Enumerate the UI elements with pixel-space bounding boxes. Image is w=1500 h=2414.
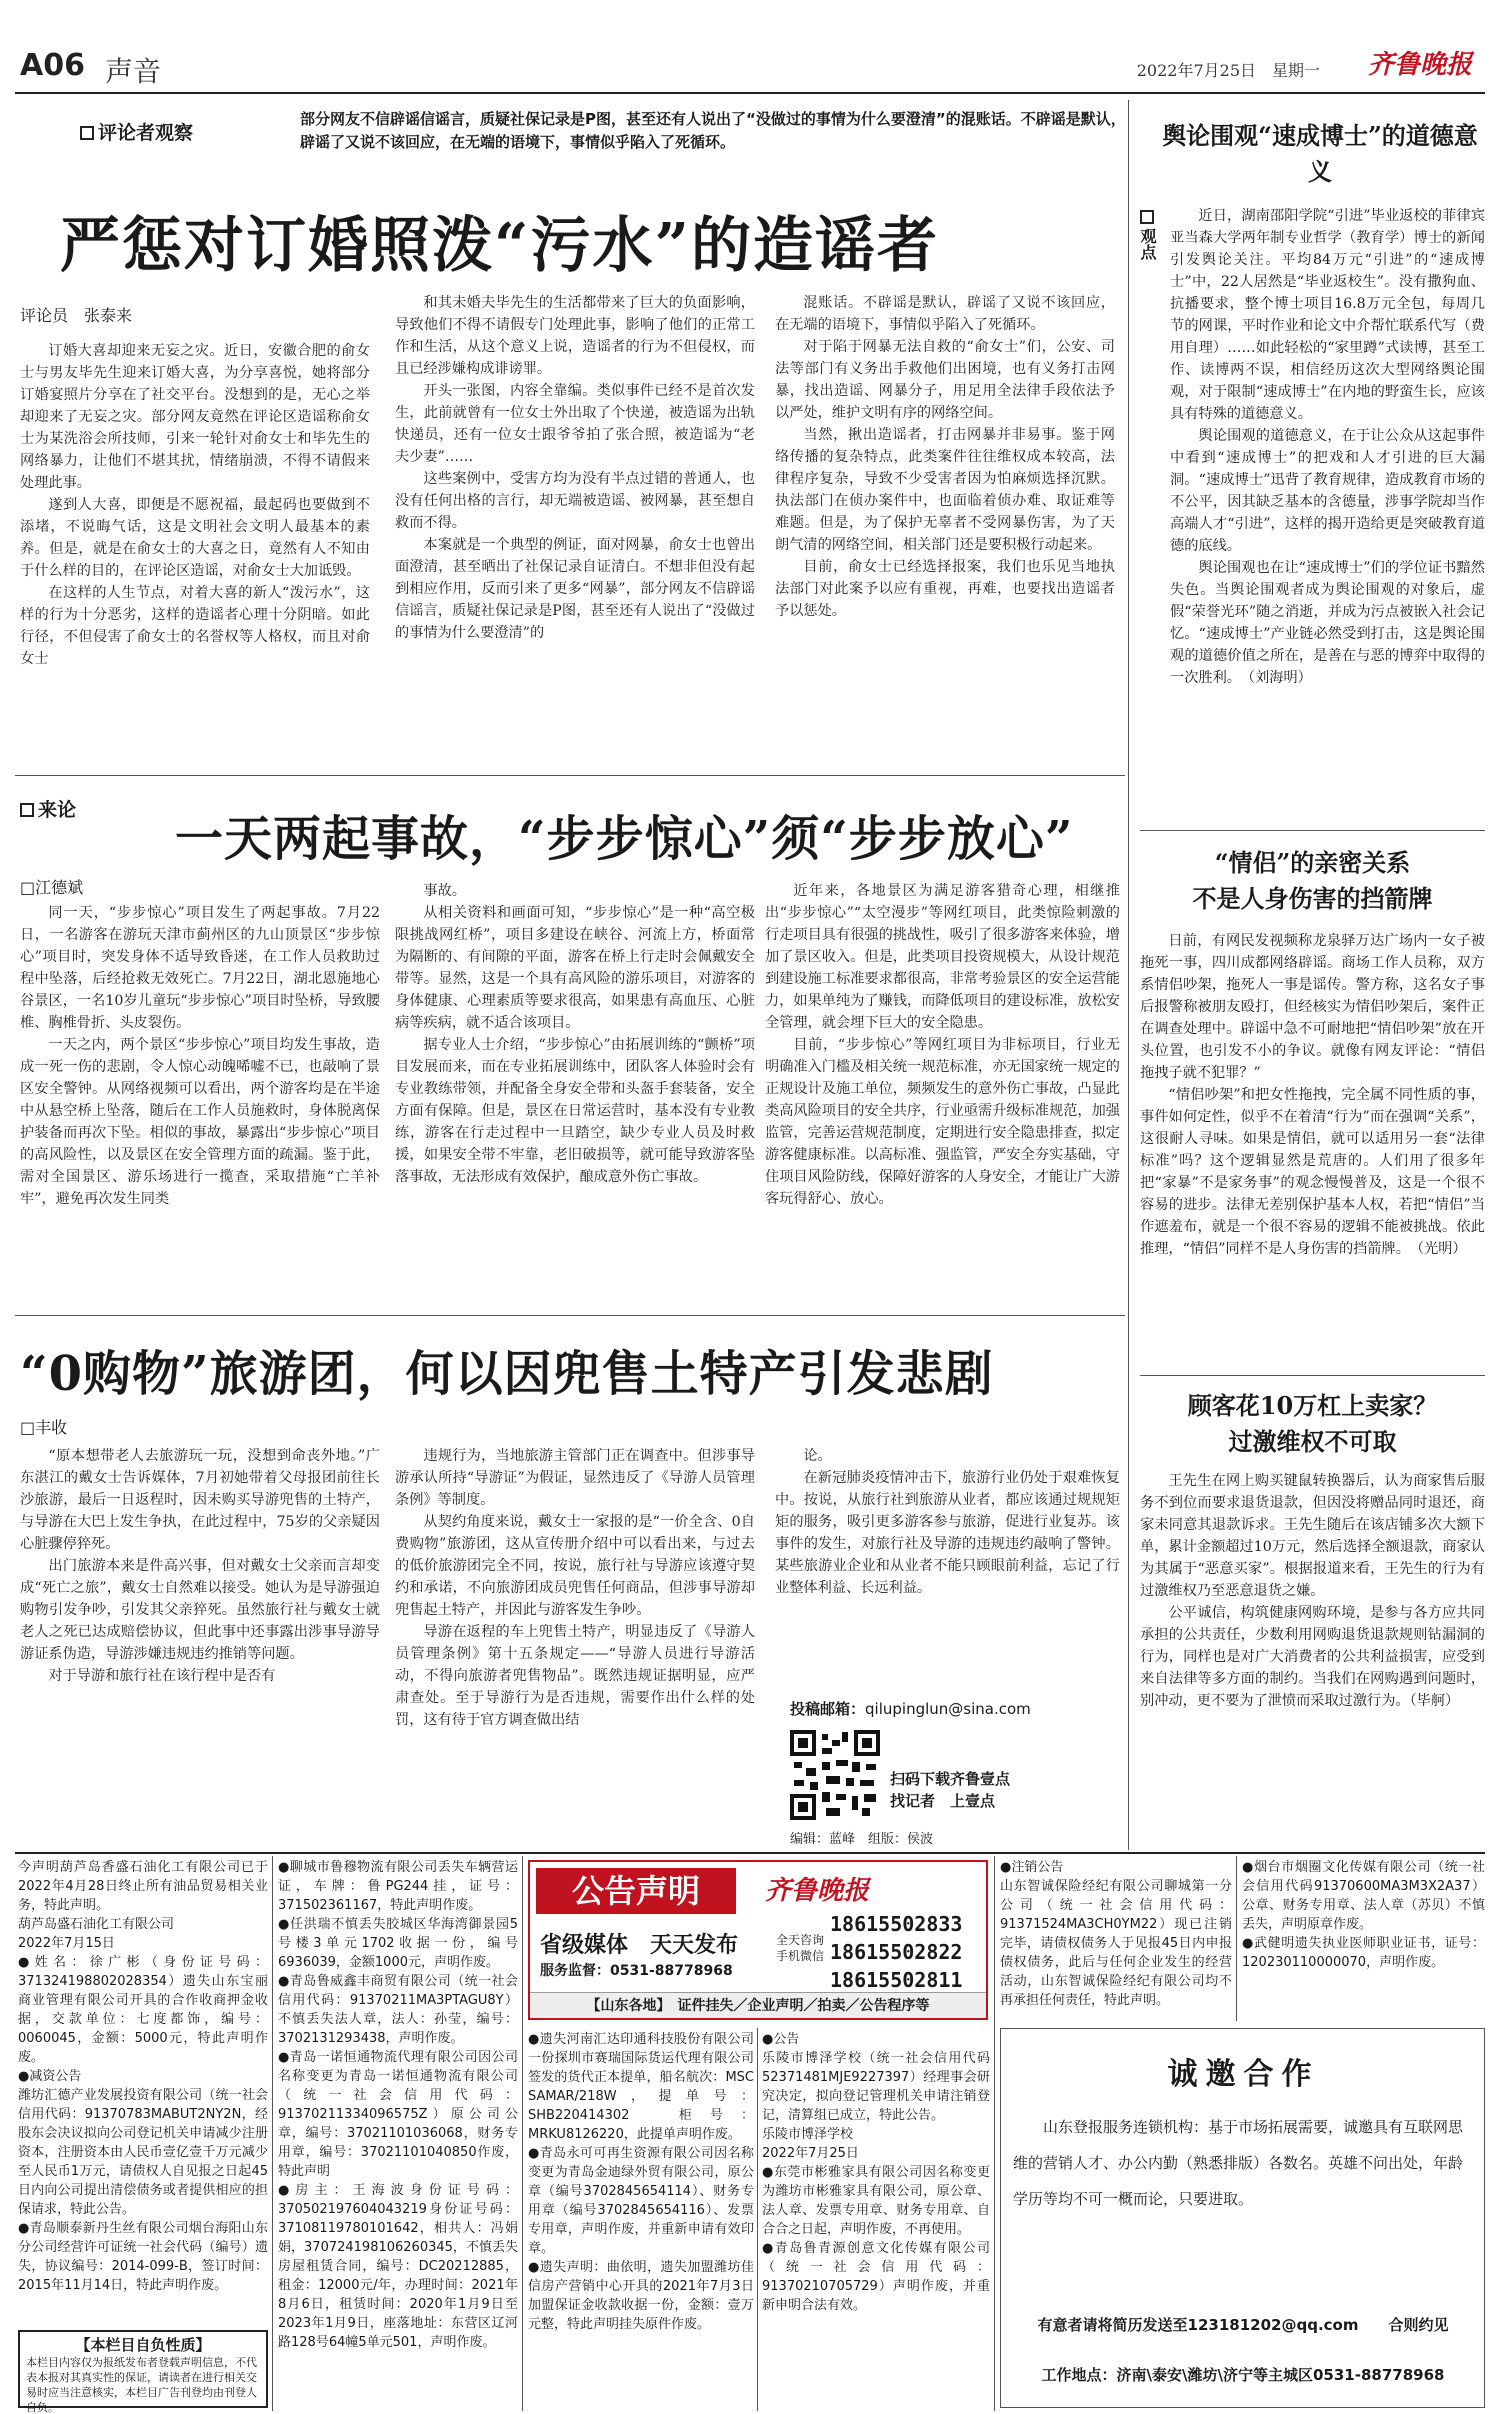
self-check-box: 【本栏目自负性质】 本栏目内容仅为报纸发布者登载声明信息，不代表本报对其真实性的保证，请读者在进行相关交易时应当注意核实，本栏目广告刊登均由刊登人自负。 — [18, 2330, 268, 2408]
paragraph: 这些案例中，受害方均为没有半点过错的普通人，也没有任何出格的言行，却无端被造谣、被网暴，甚至想自救而不得。 — [395, 471, 755, 531]
article2-col3 — [765, 880, 1120, 1210]
paragraph: 近年来，各地景区为满足游客猎奇心理，相继推出“步步惊心”“太空漫步”等网红项目，此类惊险刺激的行走项目具有很强的挑战性，吸引了很多游客来体验，增加了景区收入。但是，此类项目投资规模大，从设计规范到建设施工标准要求都很高，非常考验景区的安全运营能力，如果单纯为了赚钱，而降低项目的建设标准，放松安全管理，就会埋下巨大的安全隐患。 — [765, 883, 1120, 1031]
paragraph: 开头一张图，内容全靠编。类似事件已经不是首次发生，此前就曾有一位女士外出取了个快递，被造谣为出轨快递员，还有一位女士跟爷爷拍了张合照，被造谣为“老夫少妻”…… — [395, 383, 755, 465]
paragraph: “情侣吵架”和把女性拖拽，完全属不同性质的事，事件如何定性，似乎不在着清“行为”而在强调“关系”，这很耐人寻味。如果是情侣，就可以适用另一套“法律标准”吗？这个逻辑显然是荒唐的。人们用了很多年把“家暴”不是家务事”的观念慢慢普及，这是一个很不容易的进步。法律无差别保护基本人权，若把“情侣”当作遮羞布，就是一个很不容易的逻辑不能被挑战。依此推理，“情侣”同样不是人身伤害的挡箭牌。 （光明） — [1140, 1087, 1485, 1257]
article2-col2 — [395, 880, 755, 1188]
banner-phones: 18615502833 18615502822 18615502811 — [830, 1912, 963, 1992]
side-tag: 观点 — [1136, 210, 1158, 264]
paragraph: 今声明葫芦岛香盛石油化工有限公司已于2022年4月28日终止所有油品贸易相关业务，特此声明。 — [18, 1860, 268, 1913]
paragraph: 混账话。不辟谣是默认，辟谣了又说不该回应，在无端的语境下，事情似乎陷入了死循环。 — [775, 295, 1115, 333]
invite-text: 山东登报服务连锁机构：基于市场拓展需要，诚邀具有互联网思维的营销人才、办公内勤（熟悉排版）各数名。英雄不问出处，年龄学历等均不可一概而论，只要进取。 — [1013, 2118, 1464, 2208]
paragraph: 舆论围观的道德意义，在于让公众从这起事件中看到“速成博士”的把戏和人才引进的巨大漏洞。“速成博士”迅背了教育规律，造成教育市场的不公平，因其缺乏基本的含德量，涉事学院却当作高端人才“引进”，这样的揭开造给更是突破教育道德的底线。 — [1170, 428, 1485, 554]
notices-col-right — [1000, 1858, 1232, 2010]
paragraph: 一天之内，两个景区“步步惊心”项目均发生事故，造成一死一伤的悲剧，令人惊心动魄唏嘘不已，也敲响了景区安全警钟。从网络视频可以看出，两个游客均是在半途中从悬空桥上坠落，随后在工作人员施救时，身体脱离保护装备而再次下坠。相似的事故，暴露出“步步惊心”项目的高风险性，以及景区在安全管理方面的疏漏。鉴于此，需对全国景区、游乐场进行一揽查，采取措施“亡羊补牢”，避免再次发生同类 — [20, 1037, 380, 1207]
paragraph: 近日，湖南邵阳学院“引进”毕业返校的菲律宾亚当森大学两年制专业哲学（教育学）博士的新闻引发舆论关注。平均84万元“引进”的“速成博士”中，22人居然是“毕业返校生”。没有撒狗血、抗播要求，整个博士项目16.8万元全包，每周几节的网课，平时作业和论文中介帮忙联系代写（费用自理）……如此轻松的“家里蹲”式读博，甚至工作、读博两不误，相信经历这次大型网络舆论围观，对于限制“速成博士”在内地的野蛮生长，应该具有特殊的道德意义。 — [1170, 208, 1485, 422]
notices-col-mid3 — [762, 2030, 990, 2315]
side-article3-title: 顾客花10万杠上卖家？ 过激维权不可取 — [1187, 1391, 1438, 1456]
paragraph: ●注销公告 — [1000, 1860, 1064, 1875]
paragraph: 论。 — [803, 1448, 832, 1464]
issue-date: 2022年7月25日 星期一 — [1136, 61, 1320, 80]
article3-col3 — [775, 1445, 1120, 1599]
side-article2-body — [1140, 930, 1485, 1260]
banner-brand: 齐鲁晚报 — [765, 1876, 870, 1906]
paragraph: ●任洪瑞不慎丢失胶城区华海湾御景园5号楼3单元1702收据一份，编号6936039，金额1000元，声明作废。 — [278, 1917, 518, 1970]
paragraph: 当然，揪出造谣者，打击网暴并非易事。鉴于网络传播的复杂特点，此类案件往往维权成本较高，法律程序复杂，导致不少受害者因为怕麻烦选择沉默。执法部门在侦办案件中，也面临着侦办难、取证难等难题。但是，为了保护无辜者不受网暴伤害，为了天朗气清的网络空间，相关部门还是要积极行动起来。 — [775, 427, 1115, 553]
paragraph: 目前，俞女士已经选择报案，我们也乐见当地执法部门对此案予以应有重视，再难，也要找出造谣者予以惩处。 — [775, 559, 1115, 619]
invite-title: 诚邀合作 — [1167, 2057, 1320, 2092]
article3-author: □丰收 — [20, 1418, 68, 1437]
banner-title: 公告声明 — [536, 1868, 736, 1914]
paragraph: ●东莞市彬雅家具有限公司因名称变更为潍坊市彬雅家具有限公司，原公章、法人章、发票专用章、财务专用章、自合合之日起，声明作废，不再使用。 — [762, 2165, 990, 2237]
article2-col1 — [20, 902, 380, 1210]
paragraph: ●公告 — [762, 2032, 800, 2047]
paragraph: 本案就是一个典型的例证，面对网暴，俞女士也曾出面澄清，甚至晒出了社保记录自证清白。不想非但没有起到相应作用，反而引来了更多“网暴”，部分网友不信辟谣信谣言，质疑社保记录是P图，甚至还有人说出了“没做过的事情为什么要澄清”的 — [395, 537, 755, 641]
banner-services: 【山东各地】 证件挂失／企业声明／拍卖／公告程序等 — [530, 1992, 986, 2018]
paragraph: 在新冠肺炎疫情冲击下，旅游行业仍处于艰难恢复中。按说，从旅行社到旅游从业者，都应该通过规规矩矩的服务，吸引更多游客参与旅游，促进行业复苏。该事件的发生，对旅行社及导游的违规违约敲响了警钟。某些旅游业企业和从业者不能只顾眼前利益，忘记了行业整体利益、长远利益。 — [775, 1470, 1120, 1596]
invite-address: 工作地点：济南\泰安\潍坊\济宁等主城区0531-88778968 — [1041, 2366, 1445, 2384]
article2-tag: 来论 — [20, 795, 76, 822]
header-divider — [15, 92, 1485, 94]
article1-col1 — [20, 340, 370, 670]
paragraph: 从相关资料和画面可知，“步步惊心”是一种“高空极限挑战网红桥”，项目多建设在峡谷、河流上方，桥面常为隔断的、有间隙的平面，游客在桥上行走时会佩戴安全带等。显然，这是一个具有高风险的游乐项目，对游客的身体健康、心理素质等要求很高，如果患有高血压、心脏病等疾病，就不适合该项目。 — [395, 905, 755, 1031]
paragraph: ●聊城市鲁穆物流有限公司丢失车辆营运证，车牌：鲁PG244挂，证号：371502361167，特此声明作废。 — [278, 1860, 518, 1913]
paragraph: ●青岛一诺恒通物流代理有限公司因公司名称变更为青岛一诺恒通物流有限公司（统一社会信用代码：91370211334096575Z）原公司公章，编号：37021101036068，财务专用章，编号：37021101040850作废，特此声明 — [278, 2050, 518, 2179]
paragraph: ●青岛顺泰新丹生丝有限公司烟台海阳山东分公司经营许可证统一社会代码（编号）遗失，协议编号：2014-099-B，签订时间：2015年11月14日，特此声明作废。 — [18, 2221, 268, 2293]
notices-col-left — [18, 1858, 268, 2295]
paragraph: 和其未婚夫毕先生的生活都带来了巨大的负面影响，导致他们不得不请假专门处理此事，影响了他们的正常工作和生活，从这个意义上说，造谣者的行为不但侵权，而且已经涉嫌构成诽谤罪。 — [395, 295, 755, 377]
invite-box — [1000, 2028, 1485, 2408]
divider — [15, 1315, 1125, 1316]
paragraph: 乐陵市博泽学校（统一社会信用代码52371481MJE9227397）经理事会研究决定，拟向登记管理机关申请注销登记，清算组已成立，特此公告。 — [762, 2051, 990, 2123]
paragraph: ●青岛鲁威鑫丰商贸有限公司（统一社会信用代码：91370211MA3PTAGU8Y）不慎丢失法人章，法人：孙莹，编号：3702131293438，声明作废。 — [278, 1974, 518, 2046]
paragraph: ●遗失河南汇达印通科技股份有限公司一份探圳市赛瑞国际货运代理有限公司签发的货代正本提单，船名航次：MSC SAMAR/218W，提单号：SHB220414302 柜号：MRKU8126220，此提单声明作废。 — [528, 2032, 754, 2142]
paragraph: ●房主：王海波身份证号码：370502197604043219身份证号码：37108119780101642，相共人：冯娟娟，370724198106260345，不慎丢失房屋租赁合同，编号：DC20212885，租金：12000元/年，办理时间：2021年8月6日，租赁时间：2020年1月9日至2023年1月9日，座落地址：东营区辽河路128号64幢5单元501，声明作废。 — [278, 2183, 518, 2350]
newspaper-logo: 齐鲁晚报 — [1367, 50, 1472, 80]
paragraph: ●青岛鲁青源创意文化传媒有限公司（统一社会信用代码：91370210705729）声明作废，并重新申明合法有效。 — [762, 2241, 990, 2313]
teaser-text: 部分网友不信辟谣信谣言，质疑社保记录是P图，甚至还有人说出了“没做过的事情为什么要澄清”的混账话。不辟谣是默认，辟谣了又说不该回应，在无端的语境下，事情似乎陷入了死循环。 — [300, 110, 1126, 151]
banner-hotline: 服务监督：0531-88778968 — [540, 1963, 733, 1979]
divider — [15, 775, 1125, 776]
paragraph: ●青岛永可可再生资源有限公司因名称变更为青岛金迪绿外贸有限公司，原公章（编号3702845654114）、财务专用章（编号3702845654116）、发票专用章，声明作废，并重新申请有效印章。 — [528, 2146, 754, 2256]
divider — [994, 1856, 995, 2411]
paragraph: “原本想带老人去旅游玩一玩，没想到命丧外地。”广东湛江的戴女士告诉媒体，7月初她带着父母报团前往长沙旅游，最后一日返程时，因未购买导游兜售的土特产，与导游在大巴上发生争执，在此过程中，75岁的父亲疑因心脏骤停猝死。 — [20, 1448, 380, 1552]
paragraph: 从契约角度来说，戴女士一家报的是“一价全含、0自费购物”旅游团，这从宣传册介绍中可以看出来，与过去的低价旅游团完全不同，按说，旅行社与导游应该遵守契约和承诺，不向旅游团成员兜售任何商品，但涉事导游却兜售起土特产，并因此与游客发生争吵。 — [395, 1514, 755, 1618]
article2-title: 一天两起事故，“步步惊心”须“步步放心” — [175, 811, 1074, 867]
article1-col3 — [775, 292, 1115, 622]
paragraph: 违规行为，当地旅游主管部门正在调查中。但涉事导游承认所持“导游证”为假证，显然违反了《导游人员管理条例》等制度。 — [395, 1448, 755, 1508]
side-article2-title: “情侣”的亲密关系 不是人身伤害的挡箭牌 — [1192, 848, 1433, 913]
side-article1-title: 舆论围观“速成博士”的道德意义 — [1162, 121, 1478, 186]
notices-col-right2 — [1242, 1858, 1485, 1972]
submission-email: 投稿邮箱：qilupinglun@sina.com — [790, 1700, 1031, 1718]
page-header — [0, 0, 1500, 88]
paragraph: 日前，有网民发视频称龙泉驿万达广场内一女子被拖死一事，四川成都网络辟谣。商场工作人员称，双方系情侣吵架，拖死人一事是谣传。警方称，这名女子事后报警称被朋友殴打，但经核实为情侣吵架后，案件正在调查处理中。辟谣中急不可耐地把“情侣吵架”放在开头位置，也引发不小的争议。就像有网友评论：“情侣拖拽子就不犯罪？” — [1140, 933, 1485, 1081]
divider — [757, 2028, 758, 2411]
notices-col-mid2 — [528, 2030, 754, 2334]
column-tag: 评论者观察 — [80, 118, 193, 145]
article1-title: 严惩对订婚照泼“污水”的造谣者 — [60, 211, 940, 281]
paragraph: 导游在返程的车上兜售土特产，明显违反了《导游人员管理条例》第十五条规定——“导游人员进行导游活动，不得向旅游者兜售物品”。既然违规证据明显，应严肃查处。至于导游行为是否违规，需要作出什么样的处罚，这有待于官方调查做出结 — [395, 1624, 755, 1728]
divider — [272, 1856, 273, 2411]
paragraph: 乐陵市博泽学校 2022年7月25日 — [762, 2127, 859, 2161]
divider — [1140, 1375, 1485, 1376]
paragraph: 目前，“步步惊心”等网红项目为非标项目，行业无明确准入门槛及相关统一规范标准，亦无国家统一规定的正规设计及施工单位，频频发生的意外伤亡事故，凸显此类高风险项目的安全共序，行业亟需升级标准规范，加强监管，完善运营规范制度，定期进行安全隐患排查，拟定游客健康标准。以高标准、强监管，严安全夯实基础，守住项目风险防线，保障好游客的人身安全，才能让广大游客玩得舒心、放心。 — [765, 1037, 1120, 1207]
article2-author: □江德斌 — [20, 878, 84, 897]
divider — [1140, 830, 1485, 831]
qr-caption: 扫码下载齐鲁壹点 找记者 上壹点 — [890, 1770, 1011, 1810]
side-divider — [1128, 100, 1129, 1850]
paragraph: 舆论围观也在让“速成博士”们的学位证书黯然失色。当舆论围观者成为舆论围观的对象后，虚假“荣誉光环”随之消逝，并成为污点被嵌入社会记忆。“速成博士”产业链必然受到打击，这是舆论围观的道德价值之所在，是善在与恶的博弈中取得的一次胜利。 （刘海明） — [1170, 560, 1485, 686]
qr-code — [790, 1730, 880, 1820]
paragraph: 遂到人大喜，即便是不愿祝福，最起码也要做到不添堵，不说晦气话，这是文明社会文明人最基本的素养。但是，就是在俞女士的大喜之日，竟然有人不知由于什么样的目的，在评论区造谣，对俞女士大加诋毁。 — [20, 497, 370, 579]
paragraph: 出门旅游本来是件高兴事，但对戴女士父亲而言却变成“死亡之旅”，戴女士自然难以接受。她认为是导游强迫购物引发争吵，引发其父亲猝死。虽然旅行社与戴女士就老人之死已达成赔偿协议，但此事中还事露出涉事导游导游证系伪造，导游涉嫌违规违约推销等问题。 — [20, 1558, 380, 1662]
paragraph: 葫芦岛盛石油化工有限公司 2022年7月15日 — [18, 1917, 175, 1951]
paragraph: 山东智诚保险经纪有限公司聊城第一分公司（统一社会信用代码：91371524MA3CH0YM22）现已注销完毕，请债权债务人于见报45日内申报债权债务，此后与任何企业发生的经营活动，山东智诚保险经纪有限公司均不再承担任何责任，特此声明。 — [1000, 1879, 1232, 2008]
notice-banner — [528, 1860, 988, 2020]
paragraph: 王先生在网上购买键鼠转换器后，认为商家售后服务不到位而要求退货退款，但因没将赠品同时退还，商家未同意其退款诉求。王先生随后在该店铺多次大额下单，累计金额超过10万元，然后选择全额退款，商家认为其属于“恶意买家”。根据报道来看，王先生的行为有过激维权乃至恶意退货之嫌。 — [1140, 1473, 1485, 1599]
paragraph: 在这样的人生节点，对着大喜的新人“泼污水”，这样的行为十分恶劣，这样的造谣者心理十分阴暗。如此行径，不但侵害了俞女士的名誉权等人格权，而且对俞女士 — [20, 585, 370, 667]
invite-contact: 有意者请将简历发送至123181202@qq.com 合则约见 — [1037, 2316, 1449, 2334]
paragraph: 潍坊汇德产业发展投资有限公司（统一社会信用代码：91370783MABUT2NY2N，经股东会决议拟向公司登记机关申请减少注册资本，注册资本由人民币壹亿壹千万元减少至人民币1万元，请债权人自见报之日起45日内向公司提出清偿债务或者提供相应的担保请求，特此公告。 — [18, 2088, 268, 2217]
page-number: A06 — [20, 48, 85, 83]
paragraph: ●减资公告 — [18, 2069, 82, 2084]
paragraph: 据专业人士介绍，“步步惊心”由拓展训练的“颤桥”项目发展而来，而在专业拓展训练中，团队客人体验时会有专业教练带领，并配备全身安全带和头盔手套装备，安全方面有保障。但是，景区在日常运营时，基本没有专业教练，游客在行走过程中一旦踏空，缺少专业人员及时救援，如果安全带不牢靠，老旧破损等，就可能导致游客坠落事故，无法形成有效保护，酿成意外伤亡事故。 — [395, 1037, 755, 1185]
article3-title: “0购物”旅游团，何以因兜售土特产引发悲剧 — [20, 1346, 994, 1402]
paragraph: 对于陷于网暴无法自救的“俞女士”们，公安、司法等部门有义务出手救他们出困境，也有义务打击网暴，找出造谣、网暴分子，用足用全法律手段依法予以严处，维护文明有序的网络空间。 — [775, 339, 1115, 421]
side-article3-body — [1140, 1470, 1485, 1712]
paragraph: 公平诚信，构筑健康网购环境，是参与各方应共同承担的公共责任，少数利用网购退货退款规则钻漏洞的行为，同样也是对广大消费者的公共利益损害，应受到来自法律等多方面的制约。当我们在网购遇到问题时，别冲动，更不要为了泄愤而采取过激行为。（毕舸） — [1140, 1605, 1485, 1709]
side-article1-body — [1170, 205, 1485, 689]
paragraph: ●遗失声明：曲依明，遗失加盟潍坊佳信房产营销中心开具的2021年7月3日加盟保证金收款收据一份，金额：壹万元整，特此声明挂失原件作废。 — [528, 2260, 754, 2332]
divider — [1236, 1856, 1237, 2021]
notice-divider — [15, 1852, 1485, 1854]
paragraph: ●姓名：徐广彬（身份证号码：371324198802028354）遗失山东宝丽商业管理有限公司开具的合作收商押金收据，交款单位：七度都饰，编号：0060045，金额：5000元，特此声明作废。 — [18, 1955, 268, 2065]
article3-col2 — [395, 1445, 755, 1731]
divider — [522, 1856, 523, 2411]
paragraph: 同一天，“步步惊心”项目发生了两起事故。7月22日，一名游客在游玩天津市蓟州区的九山顶景区“步步惊心”项目时，突发身体不适导致昏迷，在工作人员救助过程中坠落，后经抢救无效死亡。7月22日，湖北恩施地心谷景区，一名10岁儿童玩“步步惊心”项目时坠桥，导致腰椎、胸椎骨折、头皮裂伤。 — [20, 905, 380, 1031]
paragraph: 对于导游和旅行社在该行程中是否有 — [48, 1668, 276, 1684]
banner-hotline-label: 全天咨询 手机微信 — [776, 1933, 825, 1963]
editor-credit: 编辑：蓝峰 组版：侯波 — [790, 1832, 934, 1847]
paragraph: 事故。 — [423, 883, 466, 899]
paragraph: ●烟台市烟圈文化传媒有限公司（统一社会信用代码91370600MA3M3X2A37）公章、财务专用章、法人章（苏贝）不慎丢失，声明原章作废。 — [1242, 1860, 1485, 1932]
article1-col2 — [395, 292, 755, 644]
notices-col-mid — [278, 1858, 518, 2352]
paragraph: 订婚大喜却迎来无妄之灾。近日，安徽合肥的俞女士与男友毕先生迎来订婚大喜，为分享喜悦，她将部分订婚宴照片分享在了社交平台。没想到的是，无心之举却迎来了无妄之灾。部分网友竟然在评论区造谣称俞女士为某洗浴会所技师，引来一轮针对俞女士和毕先生的网络暴力，让他们不堪其扰，情绪崩溃，不得不请假来处理此事。 — [20, 343, 370, 491]
page-section: 声音 — [105, 55, 162, 88]
article3-col1 — [20, 1445, 380, 1687]
paragraph: ●武健明遗失执业医师职业证书，证号：120230110000070，声明作废。 — [1242, 1936, 1485, 1970]
banner-slogan: 省级媒体 天天发布 — [540, 1933, 739, 1958]
article1-author: 评论员 张泰来 — [20, 306, 133, 325]
